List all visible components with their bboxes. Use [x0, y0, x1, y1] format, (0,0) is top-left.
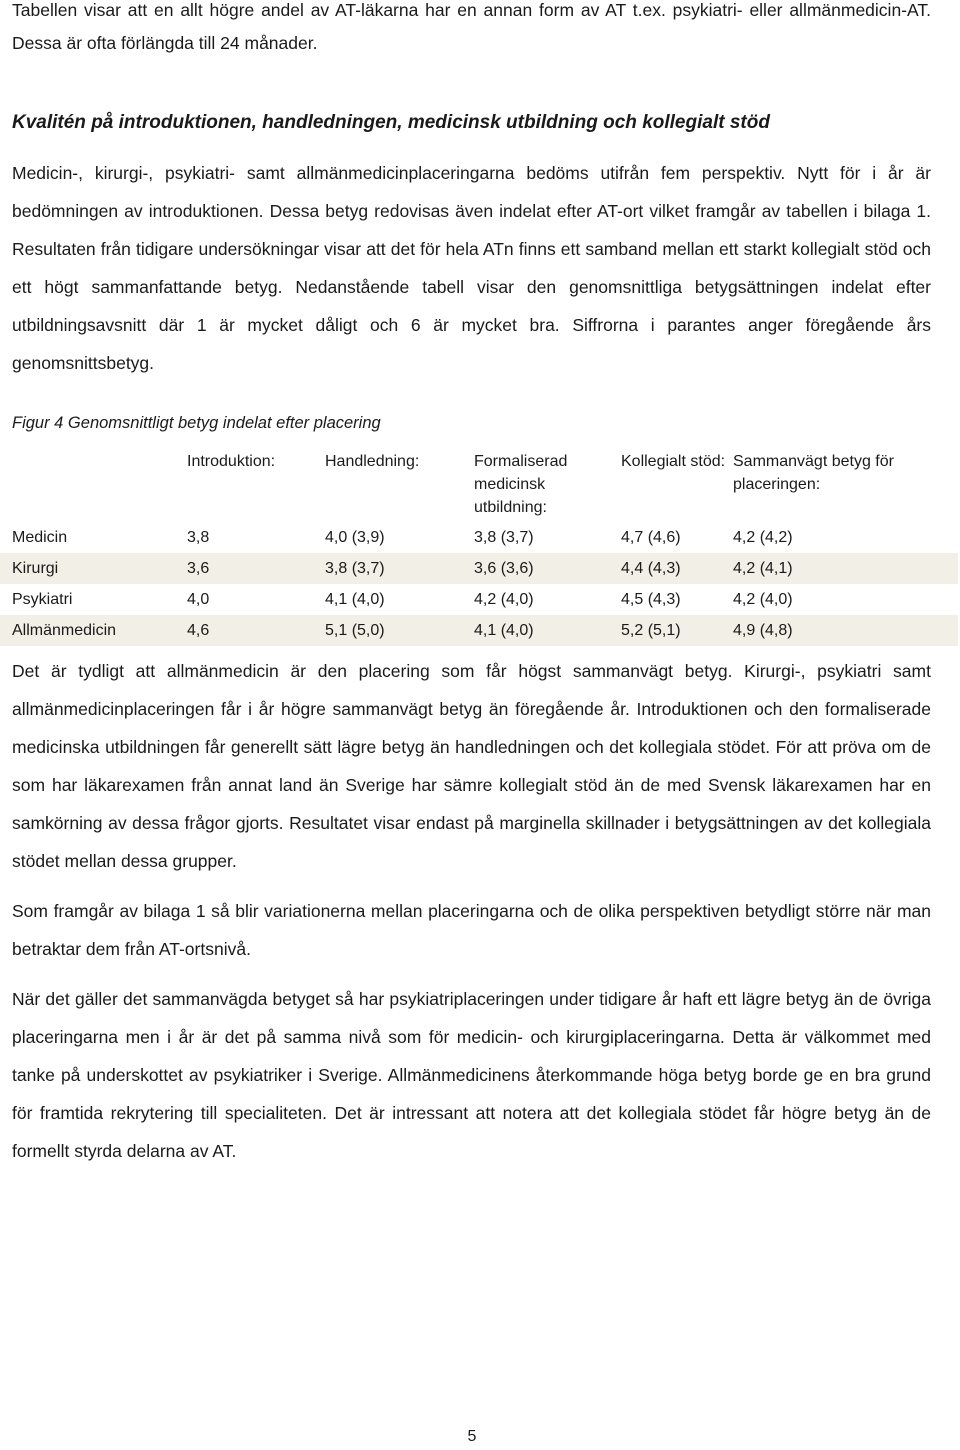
- table-cell: 3,6 (3,6): [474, 553, 621, 584]
- intro-paragraph: Tabellen visar att en allt högre andel av AT-läkarna har en annan form av AT t.ex. psykiatri- eller allmänmedicin-AT. Dessa är ofta förlängda till 24 månader.: [12, 0, 931, 53]
- table-cell: 4,7 (4,6): [621, 528, 681, 546]
- table-cell: 4,2 (4,0): [474, 590, 534, 608]
- page-number: 5: [467, 1428, 477, 1445]
- table-cell: 4,2 (4,2): [733, 528, 793, 546]
- table-cell: 3,8: [187, 528, 210, 546]
- table-cell: 3,6: [187, 553, 325, 584]
- table-cell: Kirurgi: [0, 553, 187, 584]
- table-cell: 4,2 (4,0): [733, 590, 793, 608]
- table-header-cell: Handledning:: [325, 453, 420, 470]
- grades-table: [0, 450, 958, 646]
- table-row: [0, 615, 958, 646]
- table-cell: 4,1 (4,0): [325, 590, 385, 608]
- table-cell: 4,5 (4,3): [621, 590, 681, 608]
- table-cell: 4,0: [187, 590, 210, 608]
- table-header-cell: Kollegialt stöd:: [621, 453, 726, 470]
- body-paragraph-4: När det gäller det sammanvägda betyget så har psykiatriplaceringen under tidigare år haft ett lägre betyg än de övriga placeringarna men i år är det på samma nivå som för medicin- och kirurgiplaceringarna. Detta är välkommet med tanke på underskottet av psykiatriker i Sverige. Allmänmedicinens återkommande höga betyg borde ge en bra grund för framtida rekrytering till specialiteten. Det är intressant att notera att det kollegiala stödet får högre betyg än de formellt styrda delarna av AT.: [12, 989, 931, 1161]
- table-header-cell: Formaliserad medicinsk utbildning:: [474, 453, 568, 516]
- table-header-cell: Introduktion:: [187, 453, 276, 470]
- table-cell: Medicin: [12, 528, 68, 546]
- figure-caption: Figur 4 Genomsnittligt betyg indelat efter placering: [12, 414, 381, 432]
- table-header-cell: [0, 450, 187, 522]
- table-cell: 4,4 (4,3): [621, 553, 733, 584]
- body-paragraph-1: Medicin-, kirurgi-, psykiatri- samt allmänmedicinplaceringarna bedöms utifrån fem perspektiv. Nytt för i år är bedömningen av introduktionen. Dessa betyg redovisas även indelat efter AT-ort vilket framgår av tabellen i bilaga 1. Resultaten från tidigare undersökningar visar att det för hela ATn finns ett samband mellan ett starkt kollegialt stöd och ett högt sammanfattande betyg. Nedanstående tabell visar den genomsnittliga betygsättningen indelat efter utbildningsavsnitt där 1 är mycket dåligt och 6 är mycket bra. Siffrorna i parantes anger föregående års genomsnittsbetyg.: [12, 163, 931, 373]
- table-cell: Allmänmedicin: [0, 615, 187, 646]
- table-row: [0, 522, 958, 553]
- table-header-row: [0, 450, 958, 522]
- table-cell: 3,8 (3,7): [325, 553, 474, 584]
- table-row: [0, 553, 958, 584]
- table-cell: 5,2 (5,1): [621, 615, 733, 646]
- table-cell: Psykiatri: [12, 590, 73, 608]
- body-paragraph-2: Det är tydligt att allmänmedicin är den placering som får högst sammanvägt betyg. Kirurgi-, psykiatri samt allmänmedicinplaceringen får i år högre sammanvägt betyg än föregående år. Introduktionen och den formaliserade medicinska utbildningen får generellt sätt lägre betyg än handledningen och det kollegiala stödet. För att pröva om de som har läkarexamen från annat land än Sverige har sämre kollegialt stöd än de med Svensk läkarexamen har en samkörning av dessa frågor gjorts. Resultatet visar endast på marginella skillnader i betygsättningen av det kollegiala stödet mellan dessa grupper.: [12, 661, 931, 871]
- table-cell: 4,9 (4,8): [733, 615, 958, 646]
- table-cell: 4,1 (4,0): [474, 615, 621, 646]
- table-cell: 5,1 (5,0): [325, 615, 474, 646]
- table-cell: 4,2 (4,1): [733, 553, 958, 584]
- table-cell: 3,8 (3,7): [474, 528, 534, 546]
- table-cell: 4,0 (3,9): [325, 528, 385, 546]
- section-heading: Kvalitén på introduktionen, handledningen, medicinsk utbildning och kollegialt stöd: [12, 112, 770, 133]
- table-cell: 4,6: [187, 615, 325, 646]
- body-paragraph-3: Som framgår av bilaga 1 så blir variationerna mellan placeringarna och de olika perspektiven betydligt större när man betraktar dem från AT-ortsnivå.: [12, 901, 931, 959]
- table-header-cell: Sammanvägt betyg för placeringen:: [733, 453, 894, 493]
- table-row: [0, 584, 958, 615]
